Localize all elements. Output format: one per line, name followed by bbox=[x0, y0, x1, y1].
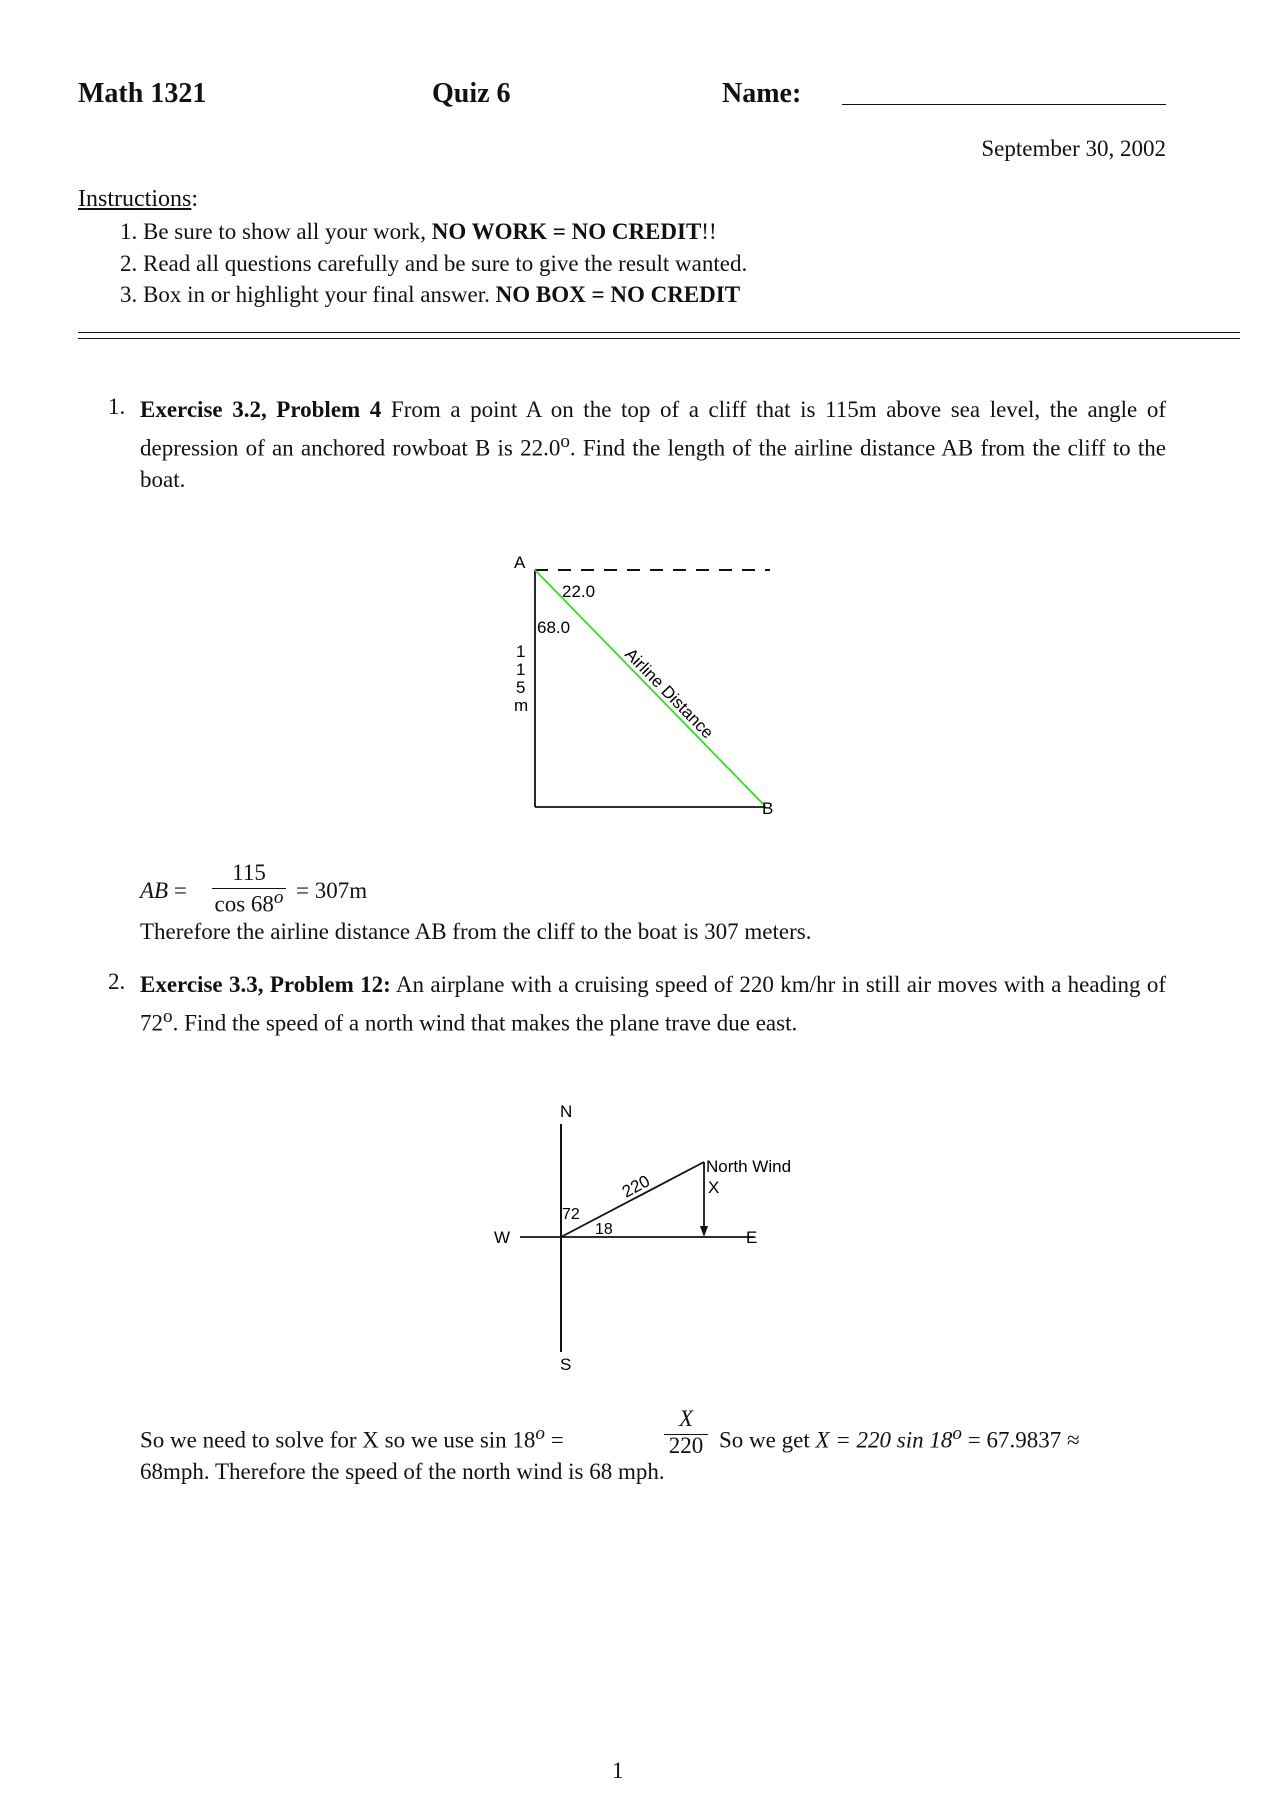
problem2-title: Exercise 3.3, Problem 12: bbox=[140, 972, 391, 997]
height-char-2: 1 bbox=[516, 660, 526, 679]
solution1-conclusion: Therefore the airline distance AB from the cliff to the boat is 307 meters. bbox=[140, 919, 812, 944]
quiz-date: September 30, 2002 bbox=[981, 136, 1166, 161]
fraction2-numerator: X bbox=[678, 1406, 694, 1431]
instruction-item bbox=[120, 279, 747, 311]
solution2-equals: = bbox=[550, 1427, 564, 1453]
problem2-text-cont: . Find the speed of a north wind that makes the plane trave due east. bbox=[172, 1010, 798, 1036]
north-label: N bbox=[560, 1102, 573, 1121]
divider-rule-bottom bbox=[78, 338, 1240, 339]
instruction-item bbox=[120, 248, 747, 280]
point-a-label: A bbox=[514, 553, 526, 572]
instructions-list bbox=[120, 216, 747, 311]
north-wind-label: North Wind bbox=[706, 1157, 792, 1176]
name-label: Name: bbox=[722, 78, 802, 109]
instruction-text: Box in or highlight your final answer. bbox=[143, 282, 496, 307]
solution2-formula: X = 220 sin 18 bbox=[815, 1427, 953, 1453]
problem1-title: Exercise 3.2, Problem 4 bbox=[140, 397, 382, 422]
cliff-diagram bbox=[500, 548, 790, 818]
solution2-text1: So we need to solve for X so we use sin 18 bbox=[140, 1427, 536, 1453]
height-char-1: 1 bbox=[516, 642, 526, 661]
angle-inner-label: 68.0 bbox=[537, 618, 571, 637]
airline-distance-label: Airline Distance bbox=[621, 644, 718, 743]
fraction1-denominator bbox=[212, 887, 286, 918]
instruction-text: Read all questions carefully and be sure to give the result wanted. bbox=[143, 250, 748, 276]
east-label: E bbox=[746, 1228, 758, 1247]
course-title: Math 1321 bbox=[78, 78, 207, 109]
west-label: W bbox=[494, 1228, 511, 1247]
solution2-degree2: o bbox=[952, 1423, 962, 1444]
speed-label: 220 bbox=[618, 1171, 653, 1202]
quiz-title: Quiz 6 bbox=[432, 78, 511, 109]
fraction2-denominator: 220 bbox=[668, 1433, 704, 1458]
name-blank-line bbox=[842, 104, 1166, 105]
problem1-degree: o bbox=[560, 430, 570, 452]
solution2-fraction bbox=[664, 1406, 708, 1459]
airline-distance-line bbox=[535, 570, 766, 807]
north-wind-arrowhead bbox=[700, 1226, 708, 1237]
problem2-statement bbox=[140, 969, 1166, 1039]
instruction-number: 1. bbox=[120, 219, 138, 244]
divider-rule-top bbox=[78, 332, 1240, 333]
height-char-3: 5 bbox=[516, 678, 526, 697]
problem2-text: An airplane with a cruising speed of 220 km/hr in still air moves with a heading of 72 bbox=[140, 972, 1166, 1036]
solution1-variable: AB bbox=[140, 878, 169, 903]
solution1-equals: = bbox=[173, 878, 187, 903]
airplane-heading-vector bbox=[561, 1162, 704, 1237]
fraction1-denominator-text: cos 68 bbox=[214, 891, 274, 917]
instruction-tail: !! bbox=[701, 219, 717, 244]
problem2-number: 2. bbox=[108, 969, 126, 994]
instruction-text: Be sure to show all your work, bbox=[143, 219, 432, 244]
solution2-degree1: o bbox=[535, 1423, 545, 1444]
solution2-line1-end bbox=[719, 1423, 1080, 1454]
instructions-heading bbox=[78, 186, 198, 213]
wind-variable-label: X bbox=[708, 1178, 720, 1197]
instruction-emphasis: NO BOX = NO CREDIT bbox=[495, 282, 741, 307]
problem1-statement bbox=[140, 394, 1166, 495]
solution2-conclusion: 68mph. Therefore the speed of the north wind is 68 mph. bbox=[140, 1459, 665, 1484]
instruction-number: 2. bbox=[120, 250, 138, 276]
problem2-degree: o bbox=[163, 1005, 173, 1027]
solution2-line1-start bbox=[140, 1423, 564, 1454]
solution1-result: = 307m bbox=[296, 878, 368, 903]
angle-72-label: 72 bbox=[562, 1206, 580, 1223]
instruction-item bbox=[120, 216, 747, 248]
solution1-lhs bbox=[140, 878, 187, 904]
solution2-text2: So we get bbox=[719, 1427, 810, 1453]
instruction-emphasis: NO WORK = NO CREDIT bbox=[431, 219, 702, 244]
problem1-text-cont: . Find the length of the airline distance AB from the cliff to the boat. bbox=[140, 435, 1166, 492]
fraction1-numerator: 115 bbox=[232, 860, 266, 885]
solution2-result: = 67.9837 ≈ bbox=[967, 1427, 1080, 1453]
problem1-text: From a point A on the top of a cliff that is 115m above sea level, the angle of depression of an anchored rowboat B is 22.0 bbox=[140, 397, 1167, 461]
angle-depression-label: 22.0 bbox=[562, 582, 596, 601]
instructions-title: Instructions bbox=[78, 186, 192, 212]
problem1-number: 1. bbox=[108, 394, 126, 419]
angle-18-label: 18 bbox=[595, 1221, 613, 1238]
height-char-4: m bbox=[514, 696, 529, 715]
instruction-number: 3. bbox=[120, 282, 138, 307]
point-b-label: B bbox=[762, 799, 774, 818]
south-label: S bbox=[560, 1355, 572, 1374]
instructions-colon: : bbox=[191, 186, 198, 212]
page-number: 1 bbox=[612, 1758, 624, 1783]
solution1-fraction bbox=[212, 860, 286, 918]
wind-vector-diagram bbox=[484, 1092, 824, 1382]
fraction1-degree: o bbox=[273, 887, 284, 908]
